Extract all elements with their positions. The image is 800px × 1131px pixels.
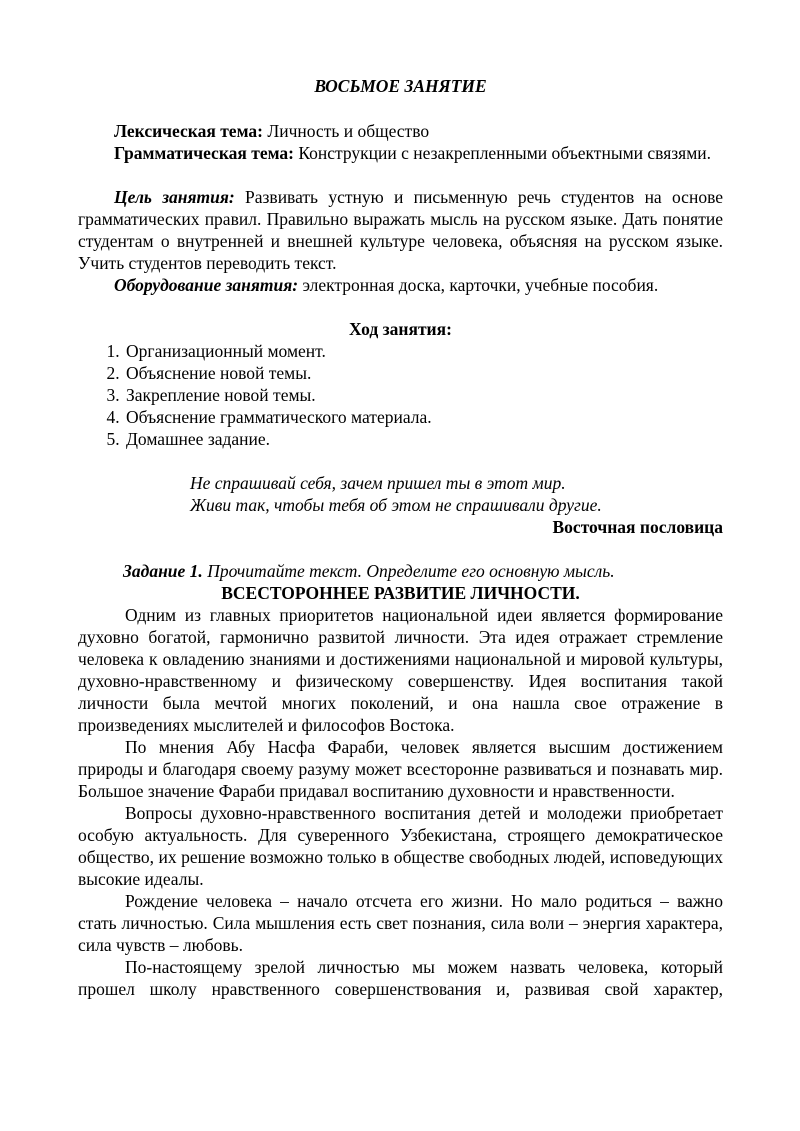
text-paragraph: Одним из главных приоритетов национальной идеи является формирование духовно богатой, гармонично развитой личности. Эта идея отражает стремление человека к овладению знаниями и достижениями национальной и мировой культуры, духовно-нравственному и физическому совершенству. Идея воспитания такой личности была мечтой многих поколений, и она нашла свое отражение в произведениях мыслителей и философов Востока. (78, 605, 723, 735)
lesson-flow-list (78, 340, 723, 450)
list-item: 5. Домашнее задание. (124, 428, 723, 450)
lexical-theme-value: Личность и общество (262, 121, 430, 141)
epigraph-line: Не спрашивай себя, зачем пришел ты в этот мир. (190, 473, 566, 493)
grammar-theme-value: Конструкции с незакрепленными объектными связями. (293, 143, 712, 163)
lexical-theme-label: Лексическая тема: (114, 121, 263, 141)
lesson-goal-text: Развивать устную и письменную речь студентов на основе грамматических правил. Правильно выражать мысль на русском языке. Дать понятие студентам о внутренней и внешней культуре человека, объясняя на русском языке. Учить студентов переводить текст. (78, 187, 723, 273)
text-paragraph: Рождение человека – начало отсчета его жизни. Но мало родиться – важно стать личностью. Сила мышления есть свет познания, сила воли – энергия характера, сила чувств – любовь. (78, 891, 723, 955)
task-1-label: Задание 1. (123, 561, 203, 581)
grammar-theme-label: Грамматическая тема: (114, 143, 294, 163)
list-item: 2. Объяснение новой темы. (124, 362, 723, 384)
epigraph (78, 472, 723, 516)
lesson-equipment-label: Оборудование занятия: (114, 275, 299, 295)
epigraph-line: Живи так, чтобы тебя об этом не спрашивали другие. (190, 495, 602, 515)
lesson-flow-heading: Ход занятия: (349, 319, 452, 339)
list-item: 3. Закрепление новой темы. (124, 384, 723, 406)
lesson-goal (78, 186, 723, 274)
grammar-theme (78, 142, 723, 164)
lesson-goal-label: Цель занятия: (114, 187, 235, 207)
text-paragraph: По-настоящему зрелой личностью мы можем назвать человека, который прошел школу нравственного совершенствования и, развивая свой характер, (78, 957, 723, 999)
text-paragraph: Вопросы духовно-нравственного воспитания детей и молодежи приобретает особую актуальность. Для суверенного Узбекистана, строящего демократическое общество, их решение возможно только в обществе свободных людей, исповедующих высокие идеалы. (78, 803, 723, 889)
lesson-title: ВОСЬМОЕ ЗАНЯТИЕ (314, 76, 487, 96)
epigraph-source: Восточная пословица (552, 517, 723, 537)
text-paragraph: По мнения Абу Насфа Фараби, человек является высшим достижением природы и благодаря своему разуму может всесторонне развиваться и познавать мир. Большое значение Фараби придавал воспитанию духовности и нравственности. (78, 737, 723, 801)
spacer (78, 164, 723, 186)
lexical-theme (78, 120, 723, 142)
task-1 (78, 560, 723, 582)
text-title: ВСЕСТОРОННЕЕ РАЗВИТИЕ ЛИЧНОСТИ. (221, 583, 580, 603)
lesson-equipment-text: электронная доска, карточки, учебные пособия. (298, 275, 659, 295)
lesson-equipment (78, 274, 723, 296)
list-item: 1. Организационный момент. (124, 340, 723, 362)
list-item: 4. Объяснение грамматического материала. (124, 406, 723, 428)
task-1-text: Прочитайте текст. Определите его основную мысль. (202, 561, 615, 581)
